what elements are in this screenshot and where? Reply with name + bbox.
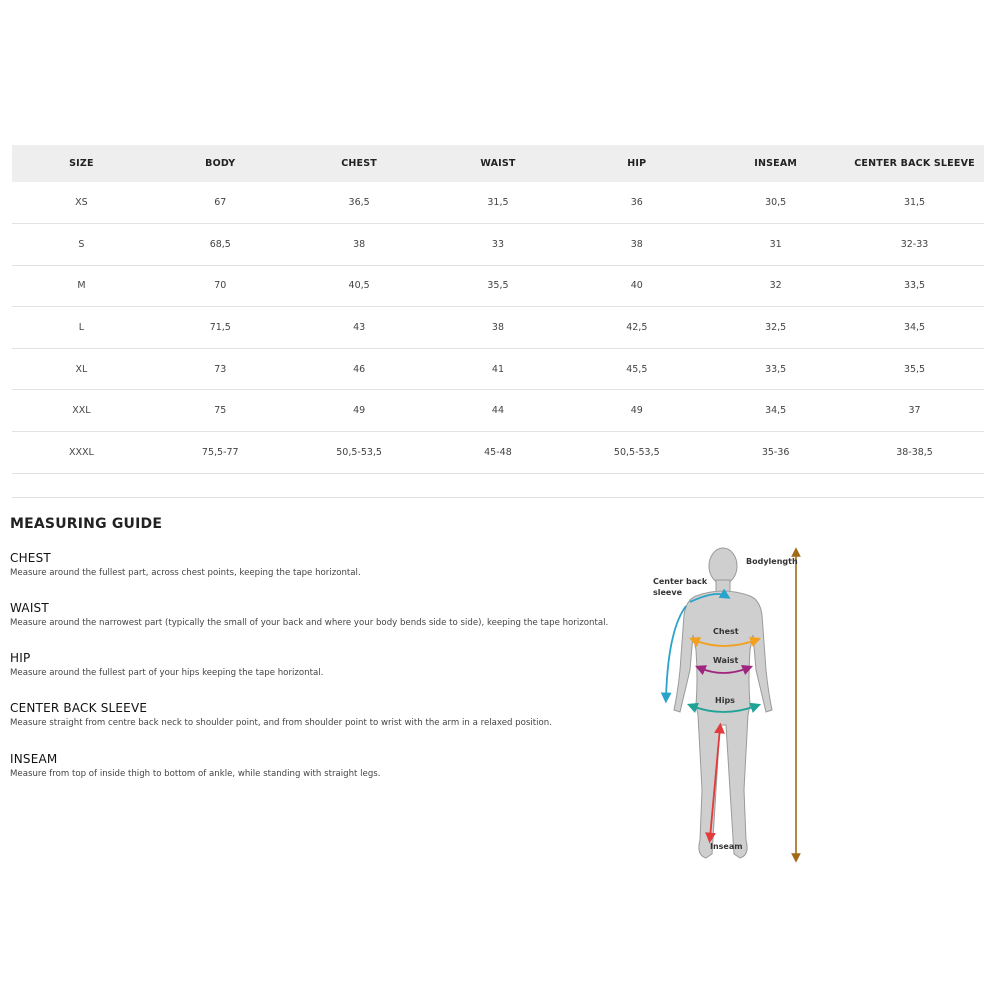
cell-body: 73 bbox=[214, 363, 227, 375]
cell-hip: 42,5 bbox=[626, 322, 648, 334]
cell-inseam: 31 bbox=[769, 238, 782, 250]
guide-item-center-back-sleeve bbox=[10, 701, 552, 729]
header-hip: HIP bbox=[627, 158, 647, 169]
cell-sleeve: 31,5 bbox=[903, 197, 926, 209]
table-row bbox=[12, 265, 984, 307]
cell-size: XXXL bbox=[69, 446, 94, 458]
cell-sleeve: 35,5 bbox=[903, 363, 926, 375]
header-inseam: INSEAM bbox=[754, 158, 798, 169]
guide-text: Measure straight from centre back neck to shoulder point, and from shoulder point to wrist with the arm in a relaxed position. bbox=[10, 718, 552, 728]
cell-waist: 35,5 bbox=[487, 280, 509, 292]
table-row bbox=[12, 224, 984, 266]
cell-inseam: 34,5 bbox=[765, 405, 787, 417]
header-chest: CHEST bbox=[341, 158, 377, 169]
cell-hip: 40 bbox=[630, 280, 643, 292]
waist-label: Waist bbox=[713, 656, 739, 665]
cell-chest: 40,5 bbox=[348, 280, 370, 292]
guide-heading: CHEST bbox=[10, 551, 51, 565]
cell-inseam: 30,5 bbox=[765, 197, 787, 209]
cell-size: XS bbox=[75, 197, 88, 209]
guide-text: Measure around the fullest part, across chest points, keeping the tape horizontal. bbox=[10, 568, 361, 578]
cell-chest: 43 bbox=[353, 322, 366, 334]
guide-text: Measure around the narrowest part (typically the small of your back and where your body bends side to side), keeping the tape horizontal. bbox=[10, 618, 609, 628]
table-row bbox=[12, 432, 984, 474]
guide-heading: HIP bbox=[10, 651, 31, 665]
guide-item-hip bbox=[10, 651, 323, 679]
table-header-row bbox=[12, 145, 984, 182]
cell-size: M bbox=[77, 280, 86, 292]
guide-heading: WAIST bbox=[10, 601, 49, 615]
cell-body: 71,5 bbox=[209, 322, 231, 334]
table-row bbox=[12, 182, 984, 224]
cell-hip: 50,5-53,5 bbox=[613, 446, 660, 458]
measuring-guide-title: MEASURING GUIDE bbox=[10, 516, 163, 532]
cell-body: 75 bbox=[214, 405, 227, 417]
cell-chest: 50,5-53,5 bbox=[336, 446, 382, 458]
size-chart-table bbox=[12, 145, 984, 474]
cell-inseam: 35-36 bbox=[761, 446, 790, 458]
guide-heading: INSEAM bbox=[10, 752, 58, 766]
cell-waist: 44 bbox=[491, 405, 504, 417]
cell-chest: 38 bbox=[353, 238, 366, 250]
cell-chest: 46 bbox=[353, 363, 366, 375]
table-row bbox=[12, 348, 984, 390]
guide-item-waist bbox=[10, 601, 608, 629]
cell-inseam: 33,5 bbox=[765, 363, 787, 375]
guide-text: Measure from top of inside thigh to bottom of ankle, while standing with straight legs. bbox=[10, 769, 381, 779]
section-divider bbox=[12, 497, 984, 498]
cell-waist: 45-48 bbox=[484, 446, 512, 458]
guide-item-inseam bbox=[10, 752, 380, 780]
sleeve-label-line2: sleeve bbox=[653, 588, 682, 597]
cell-body: 67 bbox=[214, 197, 227, 209]
cell-size: S bbox=[78, 238, 85, 250]
hips-label: Hips bbox=[715, 696, 735, 705]
guide-heading: CENTER BACK SLEEVE bbox=[10, 701, 148, 715]
header-body: BODY bbox=[205, 158, 236, 169]
header-size: SIZE bbox=[69, 158, 94, 169]
chest-label: Chest bbox=[713, 627, 739, 636]
cell-size: XL bbox=[75, 363, 88, 375]
cell-inseam: 32 bbox=[769, 280, 782, 292]
cell-waist: 33 bbox=[491, 238, 504, 250]
body-measurement-figure bbox=[650, 540, 810, 870]
cell-waist: 41 bbox=[491, 363, 504, 375]
table-row bbox=[12, 390, 984, 432]
cell-chest: 36,5 bbox=[348, 197, 370, 209]
cell-hip: 36 bbox=[630, 197, 643, 209]
cell-size: L bbox=[78, 322, 85, 334]
bodylength-label: Bodylength bbox=[746, 557, 798, 566]
sleeve-label-line1: Center back bbox=[653, 577, 708, 586]
cell-waist: 38 bbox=[491, 322, 504, 334]
cell-inseam: 32,5 bbox=[765, 322, 787, 334]
guide-text: Measure around the fullest part of your hips keeping the tape horizontal. bbox=[10, 668, 324, 678]
cell-body: 68,5 bbox=[209, 238, 231, 250]
cell-waist: 31,5 bbox=[487, 197, 509, 209]
cell-sleeve: 33,5 bbox=[903, 280, 926, 292]
cell-chest: 49 bbox=[353, 405, 366, 417]
cell-sleeve: 38-38,5 bbox=[896, 446, 933, 458]
cell-hip: 49 bbox=[630, 405, 643, 417]
cell-sleeve: 37 bbox=[908, 405, 921, 417]
cell-sleeve: 32-33 bbox=[900, 238, 929, 250]
header-center-back-sleeve: CENTER BACK SLEEVE bbox=[854, 158, 975, 169]
inseam-label: Inseam bbox=[710, 842, 743, 851]
cell-body: 75,5-77 bbox=[201, 446, 239, 458]
cell-hip: 45,5 bbox=[626, 363, 648, 375]
body-diagram bbox=[650, 540, 810, 870]
cell-body: 70 bbox=[214, 280, 227, 292]
table-row bbox=[12, 307, 984, 349]
guide-item-chest bbox=[10, 551, 361, 579]
header-waist: WAIST bbox=[480, 158, 516, 169]
cell-sleeve: 34,5 bbox=[903, 322, 926, 334]
cell-size: XXL bbox=[72, 405, 91, 417]
cell-hip: 38 bbox=[630, 238, 643, 250]
